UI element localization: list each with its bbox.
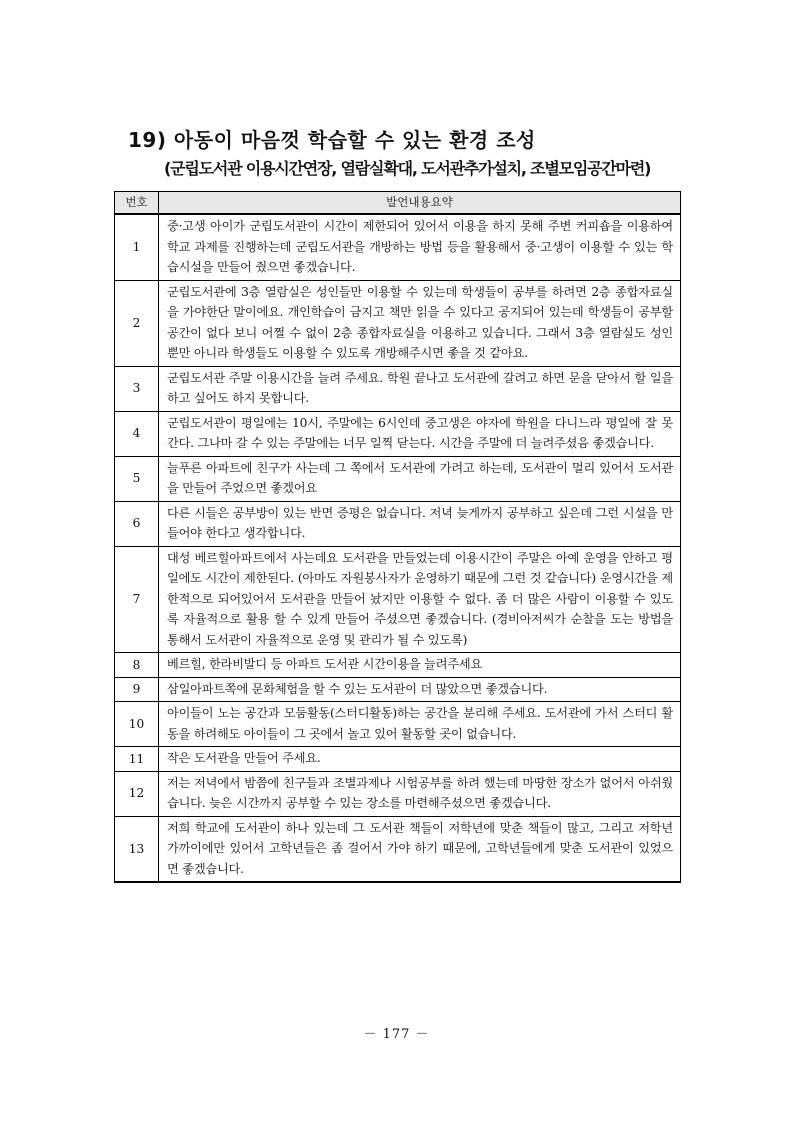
row-number: 13 xyxy=(115,816,159,882)
table-header-row xyxy=(115,192,681,215)
table-row xyxy=(115,546,681,653)
table-row xyxy=(115,702,681,747)
table-row xyxy=(115,653,681,678)
row-number: 5 xyxy=(115,456,159,501)
section-heading xyxy=(128,126,688,181)
row-number: 8 xyxy=(115,653,159,678)
section-title: 19) 아동이 마음껏 학습할 수 있는 환경 조성 xyxy=(128,128,536,152)
row-text: 아이들이 노는 공간과 모둠활동(스터디활동)하는 공간을 분리해 주세요. 도서관에 가서 스터디 활동을 하려해도 아이들이 그 곳에서 놀고 있어 활동할 곳이 없습니다. xyxy=(159,702,681,747)
row-text: 다른 시들은 공부방이 있는 반면 증평은 없습니다. 저녁 늦게까지 공부하고 싶은데 그런 시설을 만들어야 한다고 생각합니다. xyxy=(159,501,681,546)
row-text: 중·고생 아이가 군립도서관이 시간이 제한되어 있어서 이용을 하지 못해 주변 커피숍을 이용하여 학교 과제를 진행하는데 군립도서관을 개방하는 방법 등을 활용해서 중·고생이 이용할 수 있는 학습시설을 만들어 줬으면 좋겠습니다. xyxy=(159,214,681,280)
row-number: 11 xyxy=(115,747,159,772)
row-number: 2 xyxy=(115,280,159,366)
row-number: 10 xyxy=(115,702,159,747)
row-number: 3 xyxy=(115,366,159,411)
table-row xyxy=(115,677,681,702)
header-content: 발언내용요약 xyxy=(159,192,681,215)
table-row xyxy=(115,747,681,772)
row-number: 12 xyxy=(115,771,159,816)
section-subtitle: (군립도서관 이용시간연장, 열람실확대, 도서관추가설치, 조별모임공간마련) xyxy=(164,159,651,178)
row-number: 1 xyxy=(115,214,159,280)
row-number: 6 xyxy=(115,501,159,546)
row-text: 군립도서관 주말 이용시간을 늘려 주세요. 학원 끝나고 도서관에 갈려고 하면 문을 닫아서 할 일을 하고 싶어도 하지 못합니다. xyxy=(159,366,681,411)
table-row xyxy=(115,456,681,501)
table-row xyxy=(115,816,681,882)
row-text: 작은 도서관을 만들어 주세요. xyxy=(159,747,681,772)
page-number: － 177 － xyxy=(363,1027,430,1042)
row-text: 늘푸른 아파트에 친구가 사는데 그 쪽에서 도서관에 가려고 하는데, 도서관이 멀리 있어서 도서관을 만들어 주었으면 좋겠어요 xyxy=(159,456,681,501)
row-text: 대성 베르힐아파트에서 사는데요 도서관을 만들었는데 이용시간이 주말은 아예 운영을 안하고 평일에도 시간이 제한된다. (아마도 자원봉사자가 운영하기 때문에 그런 것 같습니다) 운영시간을 제한적으로 되어있어서 도서관을 만들어 놨지만 이용할 수 없다. 좀 더 많은 사람이 이용할 수 있도록 자율적으로 활용 할 수 있게 만들어 주셨으면 좋겠습니다. (경비아저씨가 순찰을 도는 방법을 통해서 도서관이 자율적으로 운영 및 관리가 될 수 있도록) xyxy=(159,546,681,653)
row-text: 군립도서관이 평일에는 10시, 주말에는 6시인데 중고생은 야자에 학원을 다니느라 평일에 잘 못 간다. 그나마 갈 수 있는 주말에는 너무 일찍 닫는다. 시간을 주말에 더 늘려주셨음 좋겠습니다. xyxy=(159,411,681,456)
statements-table xyxy=(114,191,681,883)
row-text: 저는 저녁에서 밤쯤에 친구들과 조별과제나 시험공부를 하려 했는데 마땅한 장소가 없어서 아쉬웠습니다. 늦은 시간까지 공부할 수 있는 장소를 마련해주셨으면 좋겠습니다. xyxy=(159,771,681,816)
row-number: 7 xyxy=(115,546,159,653)
row-text: 삼일아파트쪽에 문화체험을 할 수 있는 도서관이 더 많았으면 좋겠습니다. xyxy=(159,677,681,702)
row-number: 4 xyxy=(115,411,159,456)
table-row xyxy=(115,411,681,456)
table-row xyxy=(115,366,681,411)
table-row xyxy=(115,501,681,546)
row-text: 저희 학교에 도서관이 하나 있는데 그 도서관 책들이 저학년에 맞춘 책들이 많고, 그리고 저학년 가까이에만 있어서 고학년들은 좀 걸어서 가야 하기 때문에, 고학년들에게 맞춘 도서관이 있었으면 좋겠습니다. xyxy=(159,816,681,882)
row-number: 9 xyxy=(115,677,159,702)
header-number: 번호 xyxy=(115,192,159,215)
table-row xyxy=(115,771,681,816)
table-row xyxy=(115,280,681,366)
row-text: 베르힐, 한라비발디 등 아파트 도서관 시간이용을 늘려주세요 xyxy=(159,653,681,678)
table-row xyxy=(115,214,681,280)
row-text: 군립도서관에 3층 열람실은 성인들만 이용할 수 있는데 학생들이 공부를 하려면 2층 종합자료실을 가야한단 말이에요. 개인학습이 금지고 책만 읽을 수 있다고 공지되어 있는데 학생들이 공부할 공간이 없다 보니 어쩔 수 없이 2층 종합자료실을 이용하고 있습니다. 그래서 3층 열람실도 성인뿐만 아니라 학생들도 이용할 수 있도록 개방해주시면 좋을 것 같아요. xyxy=(159,280,681,366)
